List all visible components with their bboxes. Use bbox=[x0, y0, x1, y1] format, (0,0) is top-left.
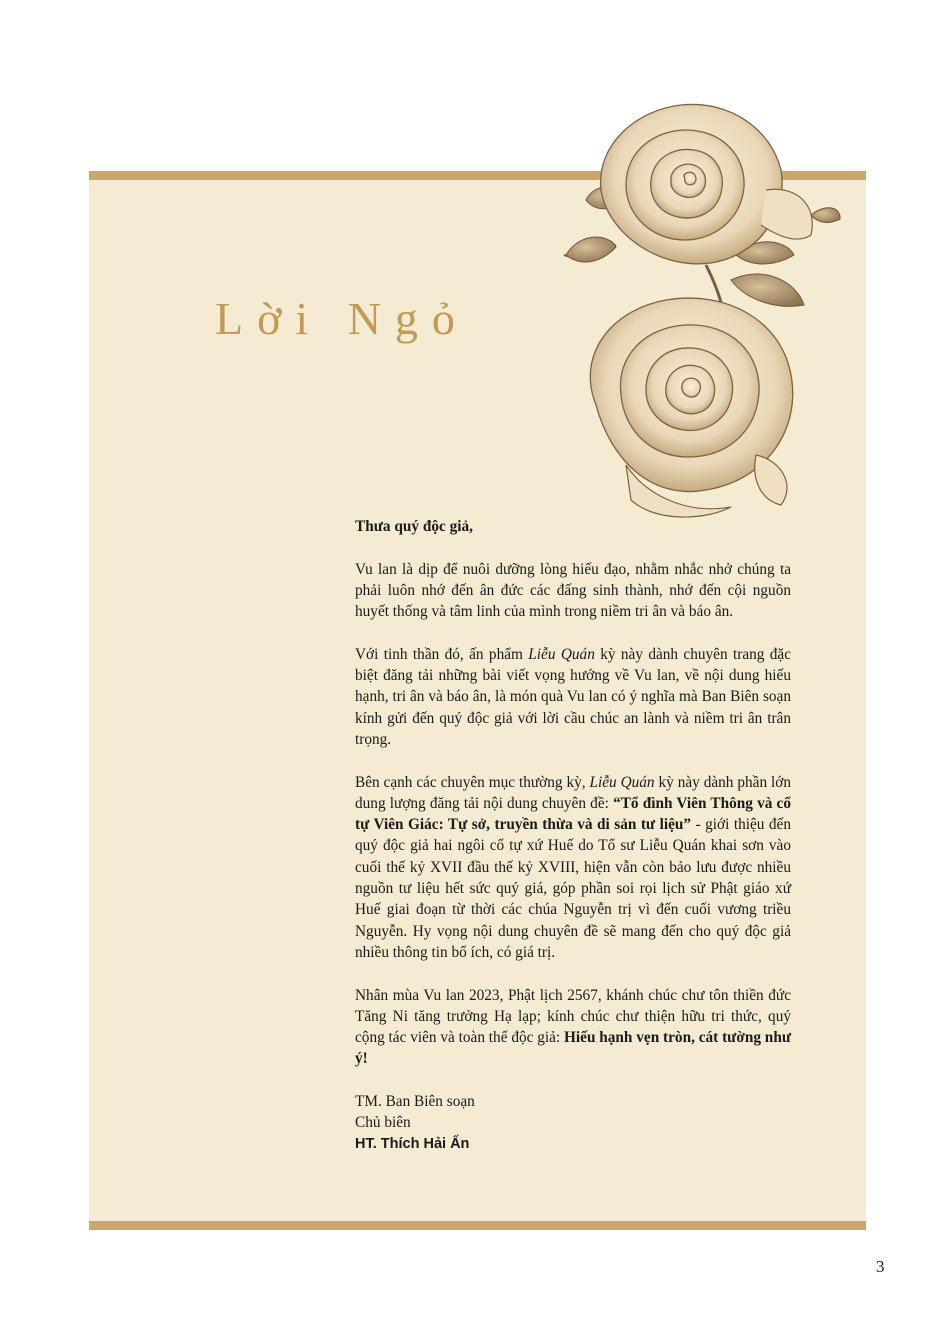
bottom-rule bbox=[89, 1221, 866, 1230]
paragraph-2 bbox=[355, 644, 791, 750]
page-number: 3 bbox=[876, 1257, 885, 1276]
paragraph-4 bbox=[355, 985, 791, 1070]
publication-name: Liễu Quán bbox=[589, 773, 655, 791]
paragraph-3-text: - giới thiệu đến quý độc giả hai ngôi cổ tự xứ Huế do Tổ sư Liễu Quán khai sơn vào cuối thế kỷ XVII đầu thế kỷ XVIII, hiện vẫn còn bảo lưu được nhiều nguồn tư liệu hết sức quý giá, góp phần soi rọi lịch sử Phật giáo xứ Huế giai đoạn từ thời các chúa Nguyễn trị vì đến cuối vương triều Nguyễn. Hy vọng nội dung chuyên đề sẽ mang đến cho quý độc giả nhiều thông tin bổ ích, có giá trị. bbox=[355, 816, 791, 961]
paragraph-4-text: Nhân mùa Vu lan 2023, Phật lịch 2567, khánh chúc chư tôn thiền đức Tăng Ni tăng trưởng Hạ lạp; kính chúc chư thiện hữu tri thức, quý cộng tác viên và toàn thể độc giả: bbox=[355, 986, 791, 1047]
paragraph-2-text: kỳ này dành chuyên trang đặc biệt đăng tải những bài viết vọng hướng về Vu lan, về nội dung hiếu hạnh, tri ân và báo ân, là món quà Vu lan có ý nghĩa mà Ban Biên soạn kính gửi đến quý độc giả với lời cầu chúc an lành và niềm tri ân trân trọng. bbox=[355, 645, 791, 748]
page-title: Lời Ngỏ bbox=[215, 293, 469, 344]
special-topic-title: “Tổ đình Viên Thông và cổ tự Viên Giác: Tự sở, truyền thừa và di sản tư liệu” bbox=[355, 794, 791, 834]
signature-name: HT. Thích Hải Ấn bbox=[355, 1135, 470, 1152]
publication-name: Liễu Quán bbox=[528, 645, 595, 663]
paragraph-3 bbox=[355, 772, 791, 964]
closing-wish: Hiếu hạnh vẹn tròn, cát tường như ý! bbox=[355, 1029, 792, 1068]
paragraph-1: Vu lan là dịp để nuôi dưỡng lòng hiếu đạo, nhằm nhắc nhở chúng ta phải luôn nhớ đến ân đức các đấng sinh thành, nhớ đến cội nguồn huyết thống và tâm linh của mình trong niềm tri ân và báo ân. bbox=[355, 560, 791, 621]
salutation: Thưa quý độc giả, bbox=[355, 518, 473, 535]
letter-body bbox=[355, 516, 791, 1155]
paragraph-2-text: Với tinh thần đó, ấn phẩm bbox=[355, 645, 529, 663]
signature-line-2: Chủ biên bbox=[355, 1114, 411, 1132]
rose-illustration bbox=[556, 95, 846, 525]
paragraph-3-text: kỳ này dành phần lớn dung lượng đăng tải nội dung chuyên đề: bbox=[355, 773, 791, 812]
signature-line-1: TM. Ban Biên soạn bbox=[355, 1093, 475, 1111]
paragraph-3-text: Bên cạnh các chuyên mục thường kỳ, bbox=[355, 773, 590, 791]
